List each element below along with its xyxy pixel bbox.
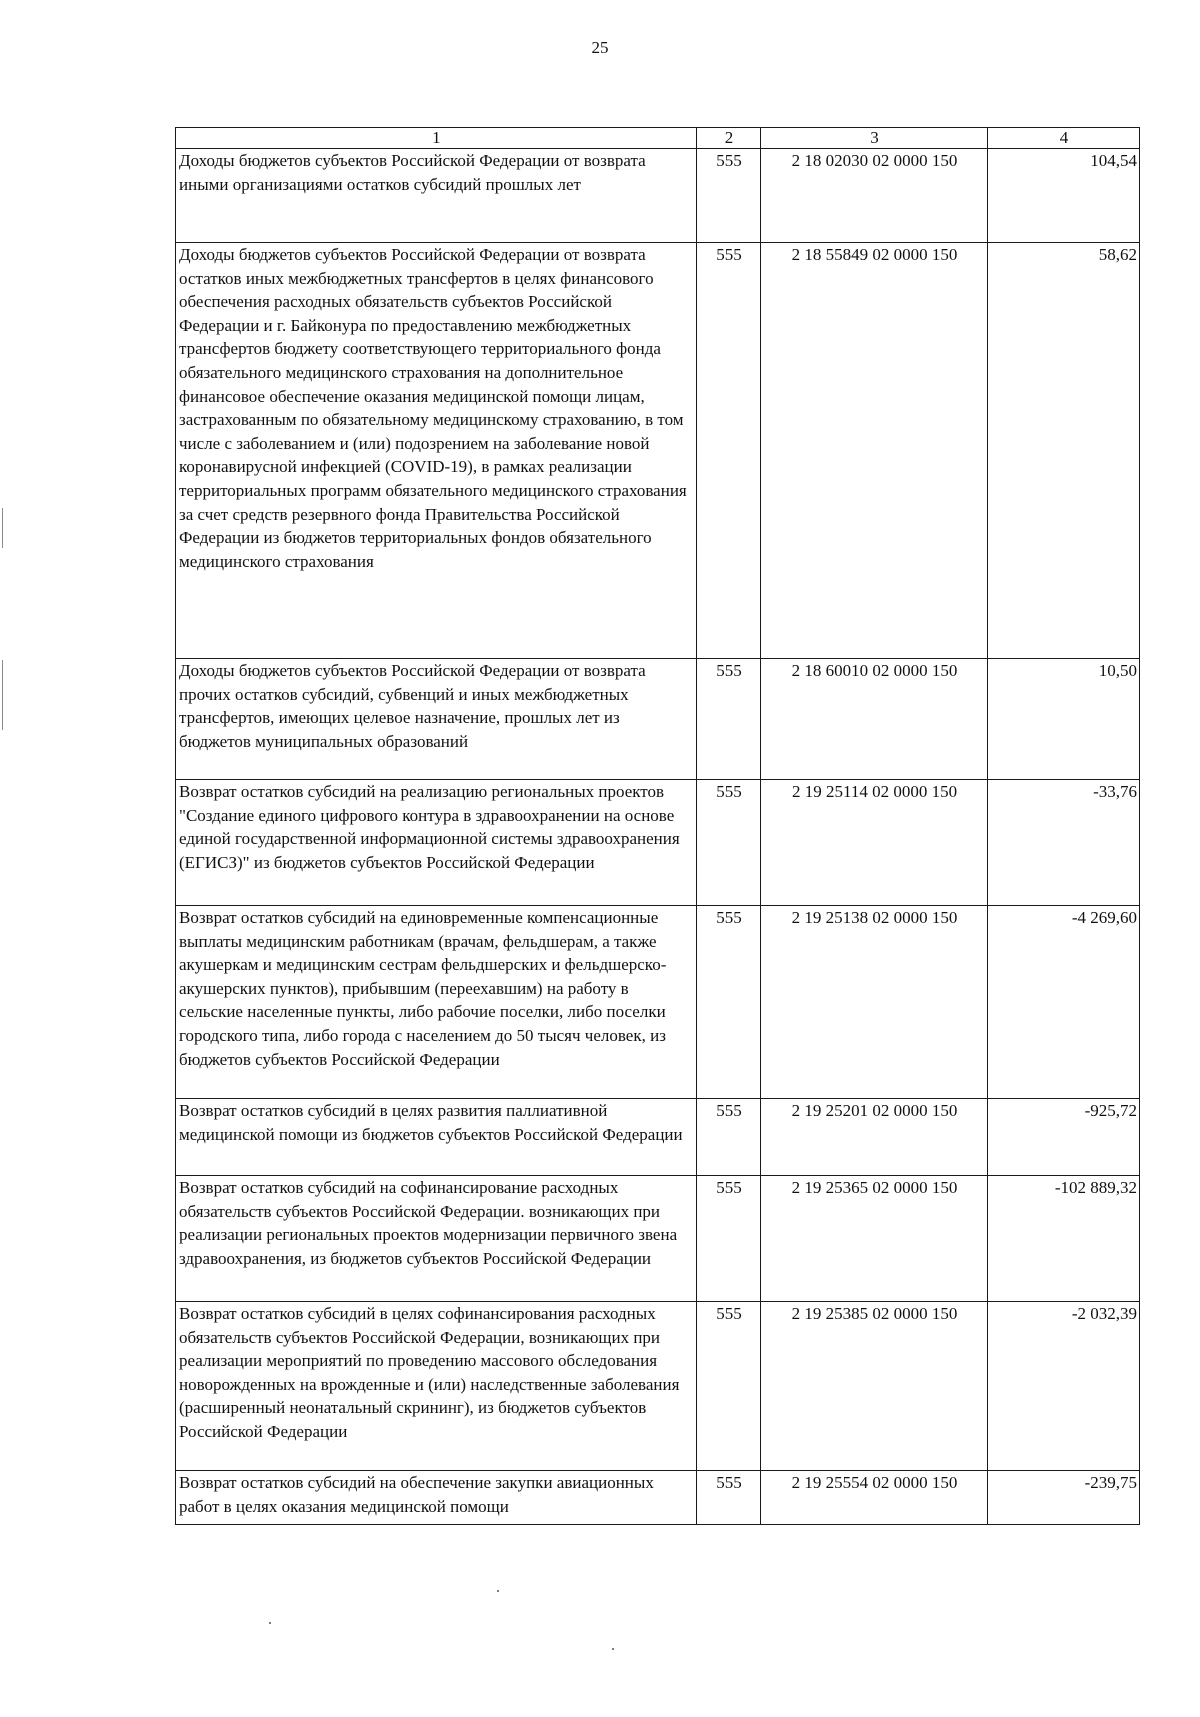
row-chapter: 555 bbox=[696, 906, 760, 1099]
table-row bbox=[176, 1302, 1140, 1471]
table-row bbox=[176, 1471, 1140, 1525]
header-col-4: 4 bbox=[987, 128, 1139, 149]
row-description: Возврат остатков субсидий в целях софинансирования расходных обязательств субъектов Российской Федерации, возникающих при реализации мероприятий по проведению массового обследования новорожденных на врожденные и (или) наследственные заболевания (расширенный неонатальный скрининг), из бюджетов субъектов Российской Федерации bbox=[176, 1302, 697, 1471]
row-amount: 104,54 bbox=[987, 149, 1139, 243]
row-description: Доходы бюджетов субъектов Российской Федерации от возврата остатков иных межбюджетных трансфертов в целях финансового обеспечения расходных обязательств субъектов Российской Федерации и г. Байконура по предоставлению межбюджетных трансфертов бюджету соответствующего территориального фонда обязательного медицинского страхования на дополнительное финансовое обеспечение оказания медицинской помощи лицам, застрахованным по обязательному медицинскому страхованию, в том числе с заболеванием и (или) подозрением на заболевание новой коронавирусной инфекцией (COVID-19), в рамках реализации территориальных программ обязательного медицинского страхования за счет средств резервного фонда Правительства Российской Федерации из бюджетов территориальных фондов обязательного медицинского страхования bbox=[176, 243, 697, 659]
row-code: 2 19 25554 02 0000 150 bbox=[761, 1471, 988, 1525]
row-code: 2 18 60010 02 0000 150 bbox=[761, 659, 988, 780]
row-amount: -2 032,39 bbox=[987, 1302, 1139, 1471]
row-amount: -4 269,60 bbox=[987, 906, 1139, 1099]
row-chapter: 555 bbox=[696, 243, 760, 659]
row-code: 2 19 25114 02 0000 150 bbox=[761, 780, 988, 906]
row-amount: 10,50 bbox=[987, 659, 1139, 780]
row-code: 2 19 25138 02 0000 150 bbox=[761, 906, 988, 1099]
table-row bbox=[176, 780, 1140, 906]
scan-speck bbox=[269, 1622, 271, 1624]
table-row bbox=[176, 1176, 1140, 1302]
row-description: Возврат остатков субсидий на софинансирование расходных обязательств субъектов Российской Федерации. возникающих при реализации региональных проектов модернизации первичного звена здравоохранения, из бюджетов субъектов Российской Федерации bbox=[176, 1176, 697, 1302]
table-row bbox=[176, 906, 1140, 1099]
row-description: Доходы бюджетов субъектов Российской Федерации от возврата иными организациями остатков субсидий прошлых лет bbox=[176, 149, 697, 243]
scan-edge-mark bbox=[2, 508, 3, 548]
row-code: 2 19 25365 02 0000 150 bbox=[761, 1176, 988, 1302]
header-col-1: 1 bbox=[176, 128, 697, 149]
scan-speck bbox=[497, 1590, 499, 1592]
table-row bbox=[176, 149, 1140, 243]
header-col-3: 3 bbox=[761, 128, 988, 149]
scan-edge-mark bbox=[2, 660, 3, 730]
row-amount: 58,62 bbox=[987, 243, 1139, 659]
row-description: Возврат остатков субсидий на обеспечение закупки авиационных работ в целях оказания медицинской помощи bbox=[176, 1471, 697, 1525]
budget-revenue-table bbox=[175, 127, 1140, 1525]
scan-speck bbox=[612, 1648, 614, 1650]
table-header-row bbox=[176, 128, 1140, 149]
table-row bbox=[176, 1099, 1140, 1176]
row-chapter: 555 bbox=[696, 1176, 760, 1302]
row-chapter: 555 bbox=[696, 1099, 760, 1176]
row-chapter: 555 bbox=[696, 1471, 760, 1525]
row-amount: -33,76 bbox=[987, 780, 1139, 906]
row-code: 2 19 25201 02 0000 150 bbox=[761, 1099, 988, 1176]
row-chapter: 555 bbox=[696, 1302, 760, 1471]
row-code: 2 18 02030 02 0000 150 bbox=[761, 149, 988, 243]
row-amount: -925,72 bbox=[987, 1099, 1139, 1176]
row-code: 2 19 25385 02 0000 150 bbox=[761, 1302, 988, 1471]
table-row bbox=[176, 659, 1140, 780]
table-row bbox=[176, 243, 1140, 659]
row-description: Возврат остатков субсидий на реализацию региональных проектов "Создание единого цифрового контура в здравоохранении на основе единой государственной информационной системы здравоохранения (ЕГИСЗ)" из бюджетов субъектов Российской Федерации bbox=[176, 780, 697, 906]
row-chapter: 555 bbox=[696, 659, 760, 780]
row-chapter: 555 bbox=[696, 780, 760, 906]
row-code: 2 18 55849 02 0000 150 bbox=[761, 243, 988, 659]
row-amount: -239,75 bbox=[987, 1471, 1139, 1525]
row-chapter: 555 bbox=[696, 149, 760, 243]
row-description: Возврат остатков субсидий в целях развития паллиативной медицинской помощи из бюджетов субъектов Российской Федерации bbox=[176, 1099, 697, 1176]
row-description: Доходы бюджетов субъектов Российской Федерации от возврата прочих остатков субсидий, субвенций и иных межбюджетных трансфертов, имеющих целевое назначение, прошлых лет из бюджетов муниципальных образований bbox=[176, 659, 697, 780]
row-description: Возврат остатков субсидий на единовременные компенсационные выплаты медицинским работникам (врачам, фельдшерам, а также акушеркам и медицинским сестрам фельдшерских и фельдшерско-акушерских пунктов), прибывшим (переехавшим) на работу в сельские населенные пункты, либо рабочие поселки, либо поселки городского типа, либо города с населением до 50 тысяч человек, из бюджетов субъектов Российской Федерации bbox=[176, 906, 697, 1099]
row-amount: -102 889,32 bbox=[987, 1176, 1139, 1302]
page-number: 25 bbox=[591, 38, 609, 57]
header-col-2: 2 bbox=[696, 128, 760, 149]
